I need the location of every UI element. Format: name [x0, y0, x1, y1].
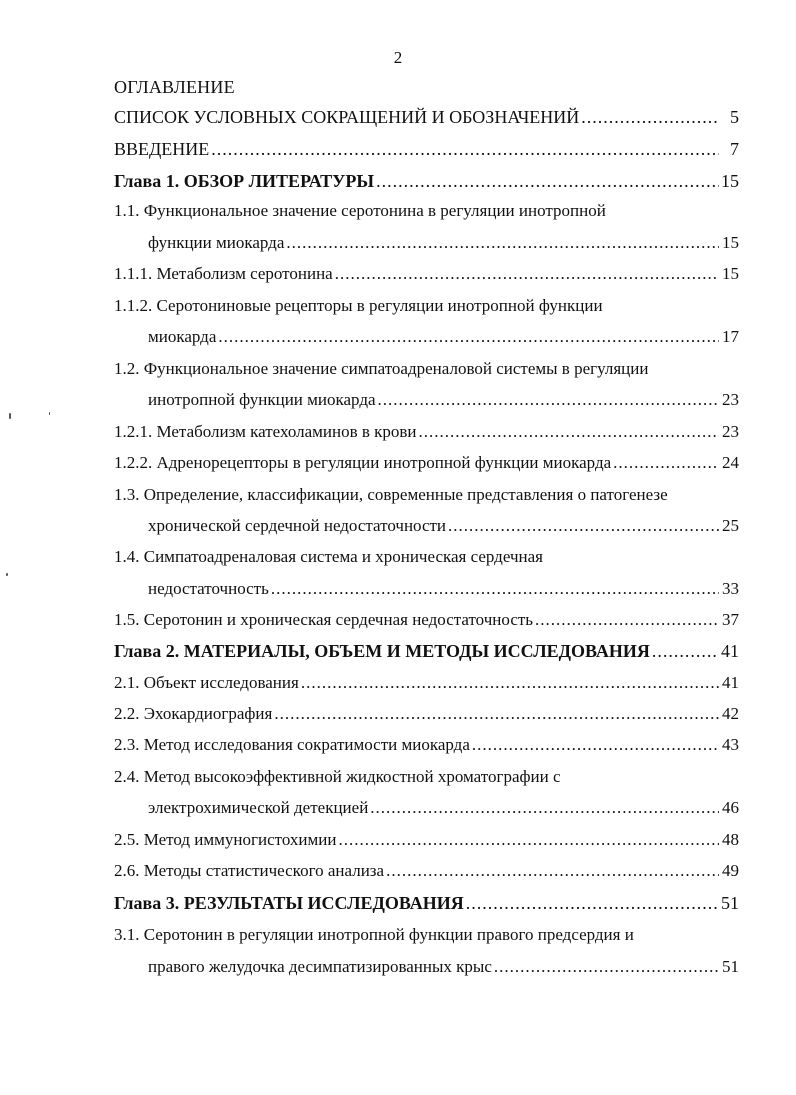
- toc-entry-1-2[interactable]: [114, 359, 739, 383]
- toc-entry-text: 3.1. Серотонин в регуляции инотропной функции правого предсердия и: [114, 925, 634, 944]
- toc-entry-text: миокарда: [148, 327, 217, 346]
- page-number: 2: [393, 48, 403, 67]
- toc-entry-3-1[interactable]: [114, 925, 739, 949]
- dot-leader: [301, 673, 719, 693]
- toc-entry-chapter-3[interactable]: [114, 893, 739, 917]
- scan-artifact: [9, 413, 11, 419]
- toc-entry-page: 48: [722, 830, 739, 849]
- dot-leader: [271, 579, 719, 599]
- toc-entry-page: 46: [722, 798, 739, 817]
- toc-entry-text: 2.4. Метод высокоэффективной жидкостной хроматографии с: [114, 767, 561, 786]
- toc-entry-text: хронической сердечной недостаточности: [148, 516, 447, 535]
- toc-entry-2-4-cont[interactable]: [148, 798, 739, 822]
- toc-entry-2-4[interactable]: [114, 767, 739, 791]
- dot-leader: [581, 107, 719, 128]
- toc-entry-text: 1.2.2. Адренорецепторы в регуляции инотропной функции миокарда: [114, 453, 612, 472]
- dot-leader: [494, 957, 719, 977]
- toc-entry-abbreviations[interactable]: [114, 107, 739, 131]
- dot-leader: [472, 735, 719, 755]
- toc-entry-page: 15: [722, 264, 739, 283]
- toc-entry-page: 51: [721, 893, 739, 913]
- dot-leader: [274, 704, 719, 724]
- dot-leader: [378, 390, 719, 410]
- toc-entry-text: 1.1.2. Серотониновые рецепторы в регуляции инотропной функции: [114, 296, 603, 315]
- toc-entry-page: 37: [722, 610, 739, 629]
- toc-entry-1-3-cont[interactable]: [148, 516, 739, 540]
- toc-entry-3-1-cont[interactable]: [148, 957, 739, 981]
- toc-entry-1-4-cont[interactable]: [148, 579, 739, 603]
- toc-entry-text: Глава 1. ОБЗОР ЛИТЕРАТУРЫ: [114, 171, 375, 191]
- toc-entry-chapter-2[interactable]: [114, 641, 739, 665]
- dot-leader: [211, 139, 719, 160]
- toc-entry-text: электрохимической детекцией: [148, 798, 369, 817]
- toc-entry-text: Глава 2. МАТЕРИАЛЫ, ОБЪЕМ И МЕТОДЫ ИССЛЕДОВАНИЯ: [114, 641, 650, 661]
- toc-entry-text: 1.4. Симпатоадреналовая система и хроническая сердечная: [114, 547, 543, 566]
- dot-leader: [652, 641, 719, 662]
- toc-title: ОГЛАВЛЕНИЕ: [114, 77, 235, 97]
- toc-entry-1-1-2[interactable]: [114, 296, 739, 320]
- dot-leader: [419, 422, 719, 442]
- toc-entry-page: 51: [722, 957, 739, 976]
- toc-entry-page: 23: [722, 390, 739, 409]
- toc-entry-text: функции миокарда: [148, 233, 285, 252]
- toc-entry-1-4[interactable]: [114, 547, 739, 571]
- toc-entry-1-5[interactable]: [114, 610, 739, 634]
- toc-entry-text: 1.5. Серотонин и хроническая сердечная недостаточность: [114, 610, 534, 629]
- toc-entry-page: 42: [722, 704, 739, 723]
- toc-entry-text: 1.1.1. Метаболизм серотонина: [114, 264, 333, 283]
- toc-entry-text: 1.1. Функциональное значение серотонина в регуляции инотропной: [114, 201, 606, 220]
- toc-entry-text: Глава 3. РЕЗУЛЬТАТЫ ИССЛЕДОВАНИЯ: [114, 893, 464, 913]
- dot-leader: [448, 516, 719, 536]
- toc-entry-chapter-1[interactable]: [114, 171, 739, 195]
- toc-entry-2-3[interactable]: [114, 735, 739, 759]
- toc-entry-page: 24: [722, 453, 739, 472]
- scan-artifact: [49, 412, 50, 415]
- toc-entry-text: недостаточность: [148, 579, 269, 598]
- toc-entry-page: 41: [722, 673, 739, 692]
- toc-entry-text: 2.5. Метод иммуногистохимии: [114, 830, 337, 849]
- scan-artifact: [6, 573, 8, 576]
- toc-entry-page: 41: [721, 641, 739, 661]
- toc-entry-1-2-cont[interactable]: [148, 390, 739, 414]
- toc-entry-page: 17: [722, 327, 739, 346]
- toc-entry-page: 49: [722, 861, 739, 880]
- dot-leader: [466, 893, 719, 914]
- toc-entry-1-2-2[interactable]: [114, 453, 739, 477]
- toc-entry-page: 23: [722, 422, 739, 441]
- toc-entry-text: 2.3. Метод исследования сократимости миокарда: [114, 735, 470, 754]
- dot-leader: [386, 861, 719, 881]
- dot-leader: [338, 830, 719, 850]
- toc-entry-page: 33: [722, 579, 739, 598]
- toc-entry-1-2-1[interactable]: [114, 422, 739, 446]
- toc-entry-page: 25: [722, 516, 739, 535]
- toc-entry-introduction[interactable]: [114, 139, 739, 163]
- dot-leader: [218, 327, 719, 347]
- toc-entry-text: ВВЕДЕНИЕ: [114, 139, 210, 159]
- toc-entry-1-1[interactable]: [114, 201, 739, 225]
- toc-entry-page: 15: [722, 233, 739, 252]
- toc-entry-1-1-1[interactable]: [114, 264, 739, 288]
- toc-entry-1-3[interactable]: [114, 485, 739, 509]
- toc-entry-1-1-cont[interactable]: [148, 233, 739, 257]
- toc-entry-text: СПИСОК УСЛОВНЫХ СОКРАЩЕНИЙ И ОБОЗНАЧЕНИЙ: [114, 107, 580, 127]
- toc-entry-text: правого желудочка десимпатизированных крыс: [148, 957, 492, 976]
- toc-entry-text: инотропной функции миокарда: [148, 390, 376, 409]
- toc-entry-text: 2.2. Эхокардиография: [114, 704, 273, 723]
- toc-entry-2-6[interactable]: [114, 861, 739, 885]
- toc-entry-2-5[interactable]: [114, 830, 739, 854]
- toc-entry-page: 5: [730, 107, 739, 127]
- toc-entry-2-1[interactable]: [114, 673, 739, 697]
- toc-entry-text: 1.2.1. Метаболизм катехоламинов в крови: [114, 422, 417, 441]
- dot-leader: [535, 610, 719, 630]
- toc-entry-1-1-2-cont[interactable]: [148, 327, 739, 351]
- dot-leader: [286, 233, 719, 253]
- toc-entry-2-2[interactable]: [114, 704, 739, 728]
- dot-leader: [335, 264, 719, 284]
- toc-entry-page: 15: [721, 171, 739, 191]
- toc-entry-text: 2.1. Объект исследования: [114, 673, 299, 692]
- dot-leader: [376, 171, 719, 192]
- toc-entry-text: 2.6. Методы статистического анализа: [114, 861, 385, 880]
- toc-entry-page: 43: [722, 735, 739, 754]
- dot-leader: [613, 453, 719, 473]
- toc-entry-page: 7: [730, 139, 739, 159]
- dot-leader: [370, 798, 719, 818]
- toc-entry-text: 1.3. Определение, классификации, современные представления о патогенезе: [114, 485, 668, 504]
- toc-entry-text: 1.2. Функциональное значение симпатоадреналовой системы в регуляции: [114, 359, 649, 378]
